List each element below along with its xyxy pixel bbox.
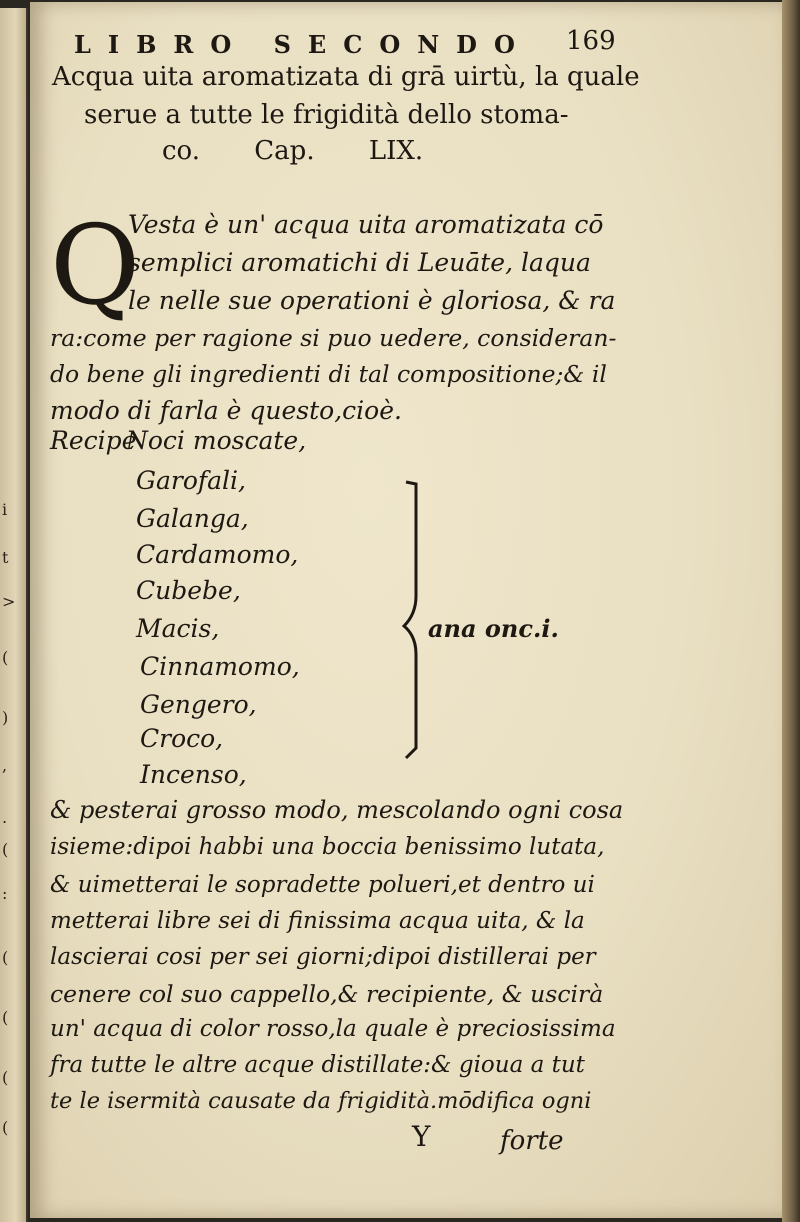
catchword: forte <box>500 1126 564 1156</box>
prev-page-mark: ( <box>2 1068 9 1087</box>
intro-line: Vesta è un' acqua uita aromatizata cō <box>128 210 604 239</box>
prev-page-mark: . <box>2 808 8 827</box>
instruction-line: & pesterai grosso modo, mescolando ogni cosa <box>50 796 624 824</box>
prev-page-mark: > <box>2 592 16 611</box>
ingredient: Cinnamomo, <box>140 652 300 681</box>
instruction-line: fra tutte le altre acque distillate:& gioua a tut <box>50 1052 585 1078</box>
prev-page-mark: ) <box>2 708 9 727</box>
chapter-title-line: Acqua uita aromatizata di grā uirtù, la quale <box>52 62 640 92</box>
ingredient: Cardamomo, <box>136 540 299 569</box>
prev-page-mark: ( <box>2 1118 9 1137</box>
prev-page-mark: ( <box>2 840 9 859</box>
signature-mark: Y <box>412 1120 431 1153</box>
ingredient: Macis, <box>136 614 220 643</box>
instruction-line: te le isermità causate da frigidità.mōdifica ogni <box>50 1088 592 1114</box>
ingredient: Galanga, <box>136 504 249 533</box>
instruction-line: isieme:dipoi habbi una boccia benissimo lutata, <box>50 834 605 860</box>
intro-line: semplici aromatichi di Leuāte, laqua <box>128 248 591 277</box>
curly-brace <box>402 476 430 766</box>
intro-line: ra:come per ragione si puo uedere, consideran- <box>50 324 617 352</box>
ingredient: Croco, <box>140 724 224 753</box>
prev-page-mark: t <box>2 548 9 567</box>
book-page <box>30 2 782 1218</box>
instruction-line: metterai libre sei di finissima acqua uita, & la <box>50 908 585 934</box>
prev-page-mark: , <box>2 756 8 775</box>
chapter-title-line: serue a tutte le frigidità dello stoma- <box>84 100 569 130</box>
ingredient: Incenso, <box>140 760 247 789</box>
recipe-label: Recipe <box>50 426 137 455</box>
instruction-line: lascierai cosi per sei giorni;dipoi distillerai per <box>50 944 596 970</box>
instruction-line: un' acqua di color rosso,la quale è preciosissima <box>50 1016 616 1042</box>
page-number: 169 <box>566 26 616 56</box>
running-header: LIBRO SECONDO <box>74 30 532 59</box>
instruction-line: cenere col suo cappello,& recipiente, & uscirà <box>50 980 604 1008</box>
intro-line: do bene gli ingredienti di tal compositione;& il <box>50 360 607 388</box>
page-edge <box>782 0 800 1222</box>
prev-page-mark: : <box>2 884 8 903</box>
prev-page-mark: ( <box>2 648 9 667</box>
prev-page-mark: ( <box>2 948 9 967</box>
intro-line: le nelle sue operationi è gloriosa, & ra <box>128 286 616 315</box>
prev-page-mark: ( <box>2 1008 9 1027</box>
previous-page-edge <box>0 8 28 1222</box>
ingredient: Garofali, <box>136 466 246 495</box>
chapter-title-line: co. Cap. LIX. <box>162 136 424 166</box>
ingredient: Noci moscate, <box>126 426 307 455</box>
ingredient: Gengero, <box>140 690 257 719</box>
dose-label: ana onc.i. <box>428 614 559 643</box>
ingredient: Cubebe, <box>136 576 241 605</box>
prev-page-mark: i <box>2 500 8 519</box>
instruction-line: & uimetterai le sopradette polueri,et dentro ui <box>50 872 595 898</box>
drop-cap: Q <box>50 201 141 329</box>
intro-line: modo di farla è questo,cioè. <box>50 396 402 425</box>
